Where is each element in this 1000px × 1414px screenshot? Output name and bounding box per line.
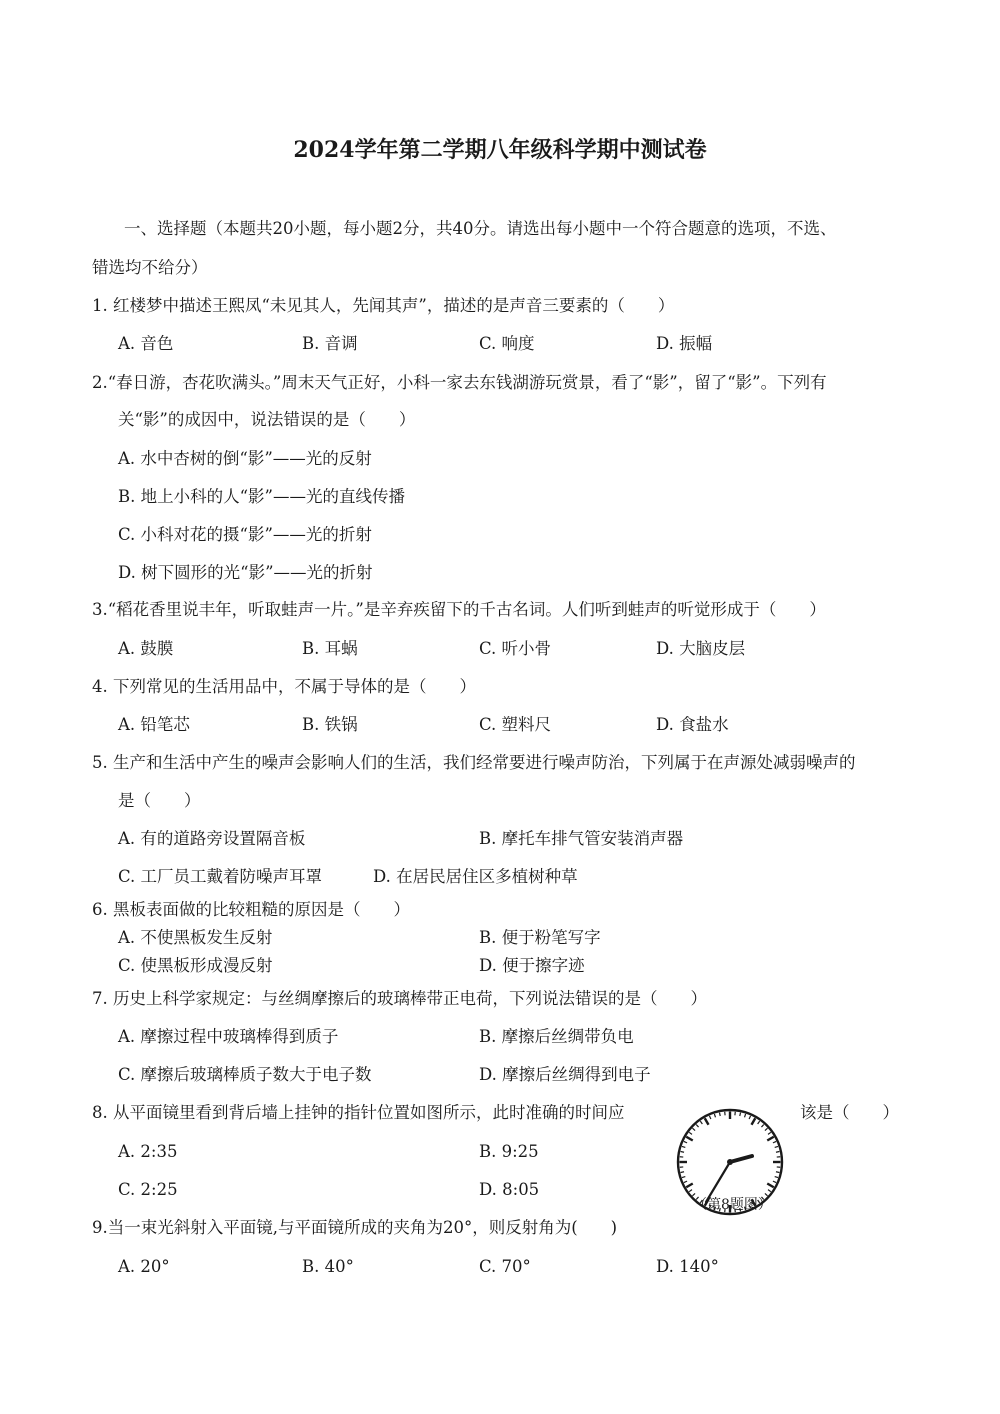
clock-minute-tick	[761, 1124, 763, 1127]
q1-option-a: A. 音色	[118, 334, 174, 353]
q5-option-b: B. 摩托车排气管安装消声器	[479, 829, 684, 848]
q8-option-d: D. 8:05	[479, 1180, 540, 1199]
clock-minute-tick	[775, 1146, 778, 1147]
q3-option-d: D. 大脑皮层	[656, 639, 746, 658]
figure-caption: （第8题图）	[693, 1197, 772, 1213]
question-3-stem: 3.“稻花香里说丰年，听取蛙声一片。”是辛弃疾留下的千古名词。人们听到蛙声的听觉形成于（ ）	[92, 600, 826, 619]
q4-option-d: D. 食盐水	[656, 715, 729, 734]
q4-option-b: B. 铁锅	[302, 715, 358, 734]
q6-option-b: B. 便于粉笔写字	[479, 928, 601, 947]
clock-minute-tick	[745, 1114, 746, 1117]
q1-option-d: D. 振幅	[656, 334, 713, 353]
question-1-stem: 1. 红楼梦中描述王熙凤“未见其人，先闻其声”，描述的是声音三要素的（ ）	[92, 296, 675, 315]
q7-option-c: C. 摩擦后玻璃棒质子数大于电子数	[118, 1065, 372, 1084]
q6-option-c: C. 使黑板形成漫反射	[118, 956, 273, 975]
clock-minute-tick	[776, 1152, 779, 1153]
q7-option-d: D. 摩擦后丝绸得到电子	[479, 1065, 651, 1084]
clock-minute-tick	[740, 1113, 741, 1116]
clock-minute-tick	[773, 1141, 776, 1142]
q9-option-c: C. 70°	[479, 1257, 531, 1276]
clock-minute-tick	[773, 1181, 776, 1182]
q3-option-a: A. 鼓膜	[118, 639, 174, 658]
clock-minute-tick	[696, 1124, 698, 1127]
clock-minute-tick	[758, 1121, 760, 1124]
clock-minute-tick	[684, 1141, 687, 1142]
clock-hour-tick	[767, 1184, 773, 1188]
clock-minute-tick	[692, 1128, 695, 1130]
clock-minute-tick	[681, 1152, 684, 1153]
question-5-stem: 5. 生产和生活中产生的噪声会影响人们的生活，我们经常要进行噪声防治，下列属于在声源处减弱噪声的	[92, 753, 856, 772]
q6-option-d: D. 便于擦字迹	[479, 956, 585, 975]
clock-minute-tick	[768, 1190, 771, 1192]
clock-minute-tick	[689, 1190, 692, 1192]
question-8-stem-cont: 该是（ ）	[800, 1103, 899, 1122]
q3-option-b: B. 耳蜗	[302, 639, 358, 658]
clock-minute-tick	[714, 1114, 715, 1117]
q4-option-c: C. 塑料尺	[479, 715, 552, 734]
clock-minute-tick	[709, 1116, 710, 1119]
clock-minute-tick	[684, 1181, 687, 1182]
page-title: 2024学年第二学期八年级科学期中测试卷	[293, 137, 707, 163]
q6-option-a: A. 不使黑板发生反射	[118, 928, 273, 947]
q2-option-a: A. 水中杏树的倒“影”——光的反射	[118, 449, 372, 468]
clock-minute-tick	[681, 1172, 684, 1173]
clock-minute-tick	[689, 1132, 692, 1134]
q8-option-c: C. 2:25	[118, 1180, 178, 1199]
q9-option-b: B. 40°	[302, 1257, 354, 1276]
q5-option-d: D. 在居民居住区多植树种草	[373, 867, 578, 886]
clock-minute-tick	[775, 1177, 778, 1178]
clock-hour-tick	[686, 1137, 692, 1141]
question-9-stem: 9.当一束光斜射入平面镜,与平面镜所成的夹角为20°，则反射角为( )	[92, 1218, 618, 1237]
clock-hour-tick	[686, 1184, 692, 1188]
q2-option-b: B. 地上小科的人“影”——光的直线传播	[118, 487, 405, 506]
question-8-stem: 8. 从平面镜里看到背后墙上挂钟的指针位置如图所示，此时准确的时间应	[92, 1103, 625, 1122]
clock-hour-tick	[752, 1118, 756, 1124]
question-6-stem: 6. 黑板表面做的比较粗糙的原因是（ ）	[92, 900, 410, 919]
clock-minute-tick	[682, 1146, 685, 1147]
q7-option-b: B. 摩擦后丝绸带负电	[479, 1027, 634, 1046]
q4-option-a: A. 铅笔芯	[118, 715, 190, 734]
section-instructions: 一、选择题（本题共20小题，每小题2分，共40分。请选出每小题中一个符合题意的选项，不选、	[124, 219, 837, 238]
q7-option-a: A. 摩擦过程中玻璃棒得到质子	[118, 1027, 339, 1046]
q3-option-c: C. 听小骨	[479, 639, 552, 658]
q1-option-c: C. 响度	[479, 334, 535, 353]
clock-hour-tick	[767, 1137, 773, 1141]
q2-option-c: C. 小科对花的摄“影”——光的折射	[118, 525, 372, 544]
q5-option-a: A. 有的道路旁设置隔音板	[118, 829, 306, 848]
question-7-stem: 7. 历史上科学家规定：与丝绸摩擦后的玻璃棒带正电荷，下列说法错误的是（ ）	[92, 989, 707, 1008]
clock-minute-tick	[749, 1116, 750, 1119]
q5-option-c: C. 工厂员工戴着防噪声耳罩	[118, 867, 323, 886]
clock-minute-tick	[720, 1113, 721, 1116]
q8-option-b: B. 9:25	[479, 1142, 539, 1161]
clock-minute-tick	[765, 1128, 768, 1130]
clock-minute-tick	[682, 1177, 685, 1178]
q1-option-b: B. 音调	[302, 334, 358, 353]
question-2-stem-cont: 关“影”的成因中，说法错误的是（ ）	[118, 410, 416, 429]
clock-minute-tick	[776, 1172, 779, 1173]
question-4-stem: 4. 下列常见的生活用品中，不属于导体的是（ ）	[92, 677, 476, 696]
question-2-stem: 2.“春日游，杏花吹满头。”周末天气正好，小科一家去东钱湖游玩赏景，看了“影”，留了“影”。下列有	[92, 373, 827, 392]
q2-option-d: D. 树下圆形的光“影”——光的折射	[118, 563, 373, 582]
q9-option-d: D. 140°	[656, 1257, 719, 1276]
clock-minute-tick	[768, 1132, 771, 1134]
question-5-stem-cont: 是（ ）	[118, 791, 201, 810]
clock-minute-tick	[700, 1121, 702, 1124]
clock-hour-tick	[705, 1118, 709, 1124]
section-instructions-cont: 错选均不给分）	[92, 258, 208, 277]
q9-option-a: A. 20°	[118, 1257, 170, 1276]
q8-option-a: A. 2:35	[118, 1142, 178, 1161]
